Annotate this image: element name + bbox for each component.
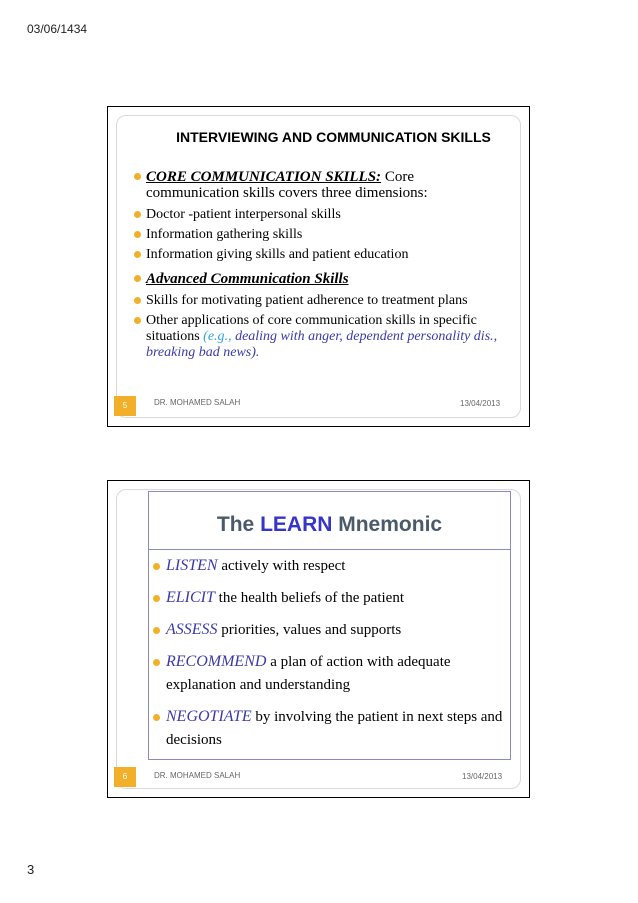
bullet-icon <box>134 211 141 218</box>
item-text: by involving the patient in next steps and decisions <box>166 709 503 748</box>
bullet-icon <box>153 627 160 634</box>
bullet-icon <box>153 595 160 602</box>
item-text: Skills for motivating patient adherence to treatment plans <box>146 293 468 308</box>
footer-author: DR. MOHAMED SALAH <box>154 771 241 780</box>
footer-date: 13/04/2013 <box>462 772 503 781</box>
title-suffix: Mnemonic <box>332 513 443 536</box>
list-item <box>134 293 507 309</box>
list-item <box>153 650 506 697</box>
list-item <box>153 618 506 642</box>
slide-learn-mnemonic <box>107 480 530 798</box>
item-text: actively with respect <box>217 558 346 574</box>
slide-title <box>149 500 510 550</box>
slide-number: 6 <box>114 767 136 787</box>
header-date: 03/06/1434 <box>27 22 88 36</box>
slide-interviewing-skills <box>107 106 530 427</box>
title-prefix: The <box>216 513 261 536</box>
item-keyword: RECOMMEND <box>166 653 267 670</box>
item-text: Information giving skills and patient education <box>146 247 409 262</box>
list-item <box>134 227 507 243</box>
bullet-icon <box>134 317 141 324</box>
item-keyword: ASSESS <box>166 621 218 638</box>
slide-title: INTERVIEWING AND COMMUNICATION SKILLS <box>176 129 491 145</box>
bullet-icon <box>134 275 141 282</box>
item-keyword: ELICIT <box>166 589 215 606</box>
item-text: Core communication skills covers three dimensions: <box>146 169 428 201</box>
list-item <box>134 313 507 361</box>
item-heading: CORE COMMUNICATION SKILLS: <box>146 169 382 185</box>
list-item <box>153 554 506 578</box>
list-item <box>134 271 507 287</box>
slide-number: 5 <box>114 396 136 416</box>
item-example-text: dealing with anger, dependent personality dis., breaking bad news). <box>146 329 498 360</box>
footer-author: DR. MOHAMED SALAH <box>154 398 241 407</box>
list-item <box>153 705 506 752</box>
list-item <box>134 247 507 263</box>
learn-content-box <box>148 491 511 760</box>
item-text: priorities, values and supports <box>217 622 402 638</box>
title-keyword: LEARN <box>260 513 333 536</box>
list-item <box>134 207 507 223</box>
item-keyword: LISTEN <box>166 557 218 574</box>
page-number: 3 <box>27 862 35 877</box>
bullet-icon <box>134 297 141 304</box>
item-text: Other applications of core communication skills in specific situations <box>146 313 477 344</box>
item-text: Information gathering skills <box>146 227 303 242</box>
list-item <box>134 169 507 201</box>
bullet-icon <box>153 714 160 721</box>
item-example-label: (e.g., <box>203 329 232 344</box>
bullet-icon <box>134 231 141 238</box>
bullet-list <box>134 169 507 361</box>
bullet-icon <box>153 563 160 570</box>
item-text: a plan of action with adequate explanation and understanding <box>166 654 451 693</box>
item-heading: Advanced Communication Skills <box>146 271 349 287</box>
bullet-icon <box>153 659 160 666</box>
list-item <box>153 586 506 610</box>
item-text: the health beliefs of the patient <box>214 590 405 606</box>
bullet-icon <box>134 173 141 180</box>
footer-date: 13/04/2013 <box>460 399 501 408</box>
item-keyword: NEGOTIATE <box>166 708 252 725</box>
item-text: Doctor -patient interpersonal skills <box>146 207 341 222</box>
bullet-list <box>153 554 506 760</box>
bullet-icon <box>134 251 141 258</box>
